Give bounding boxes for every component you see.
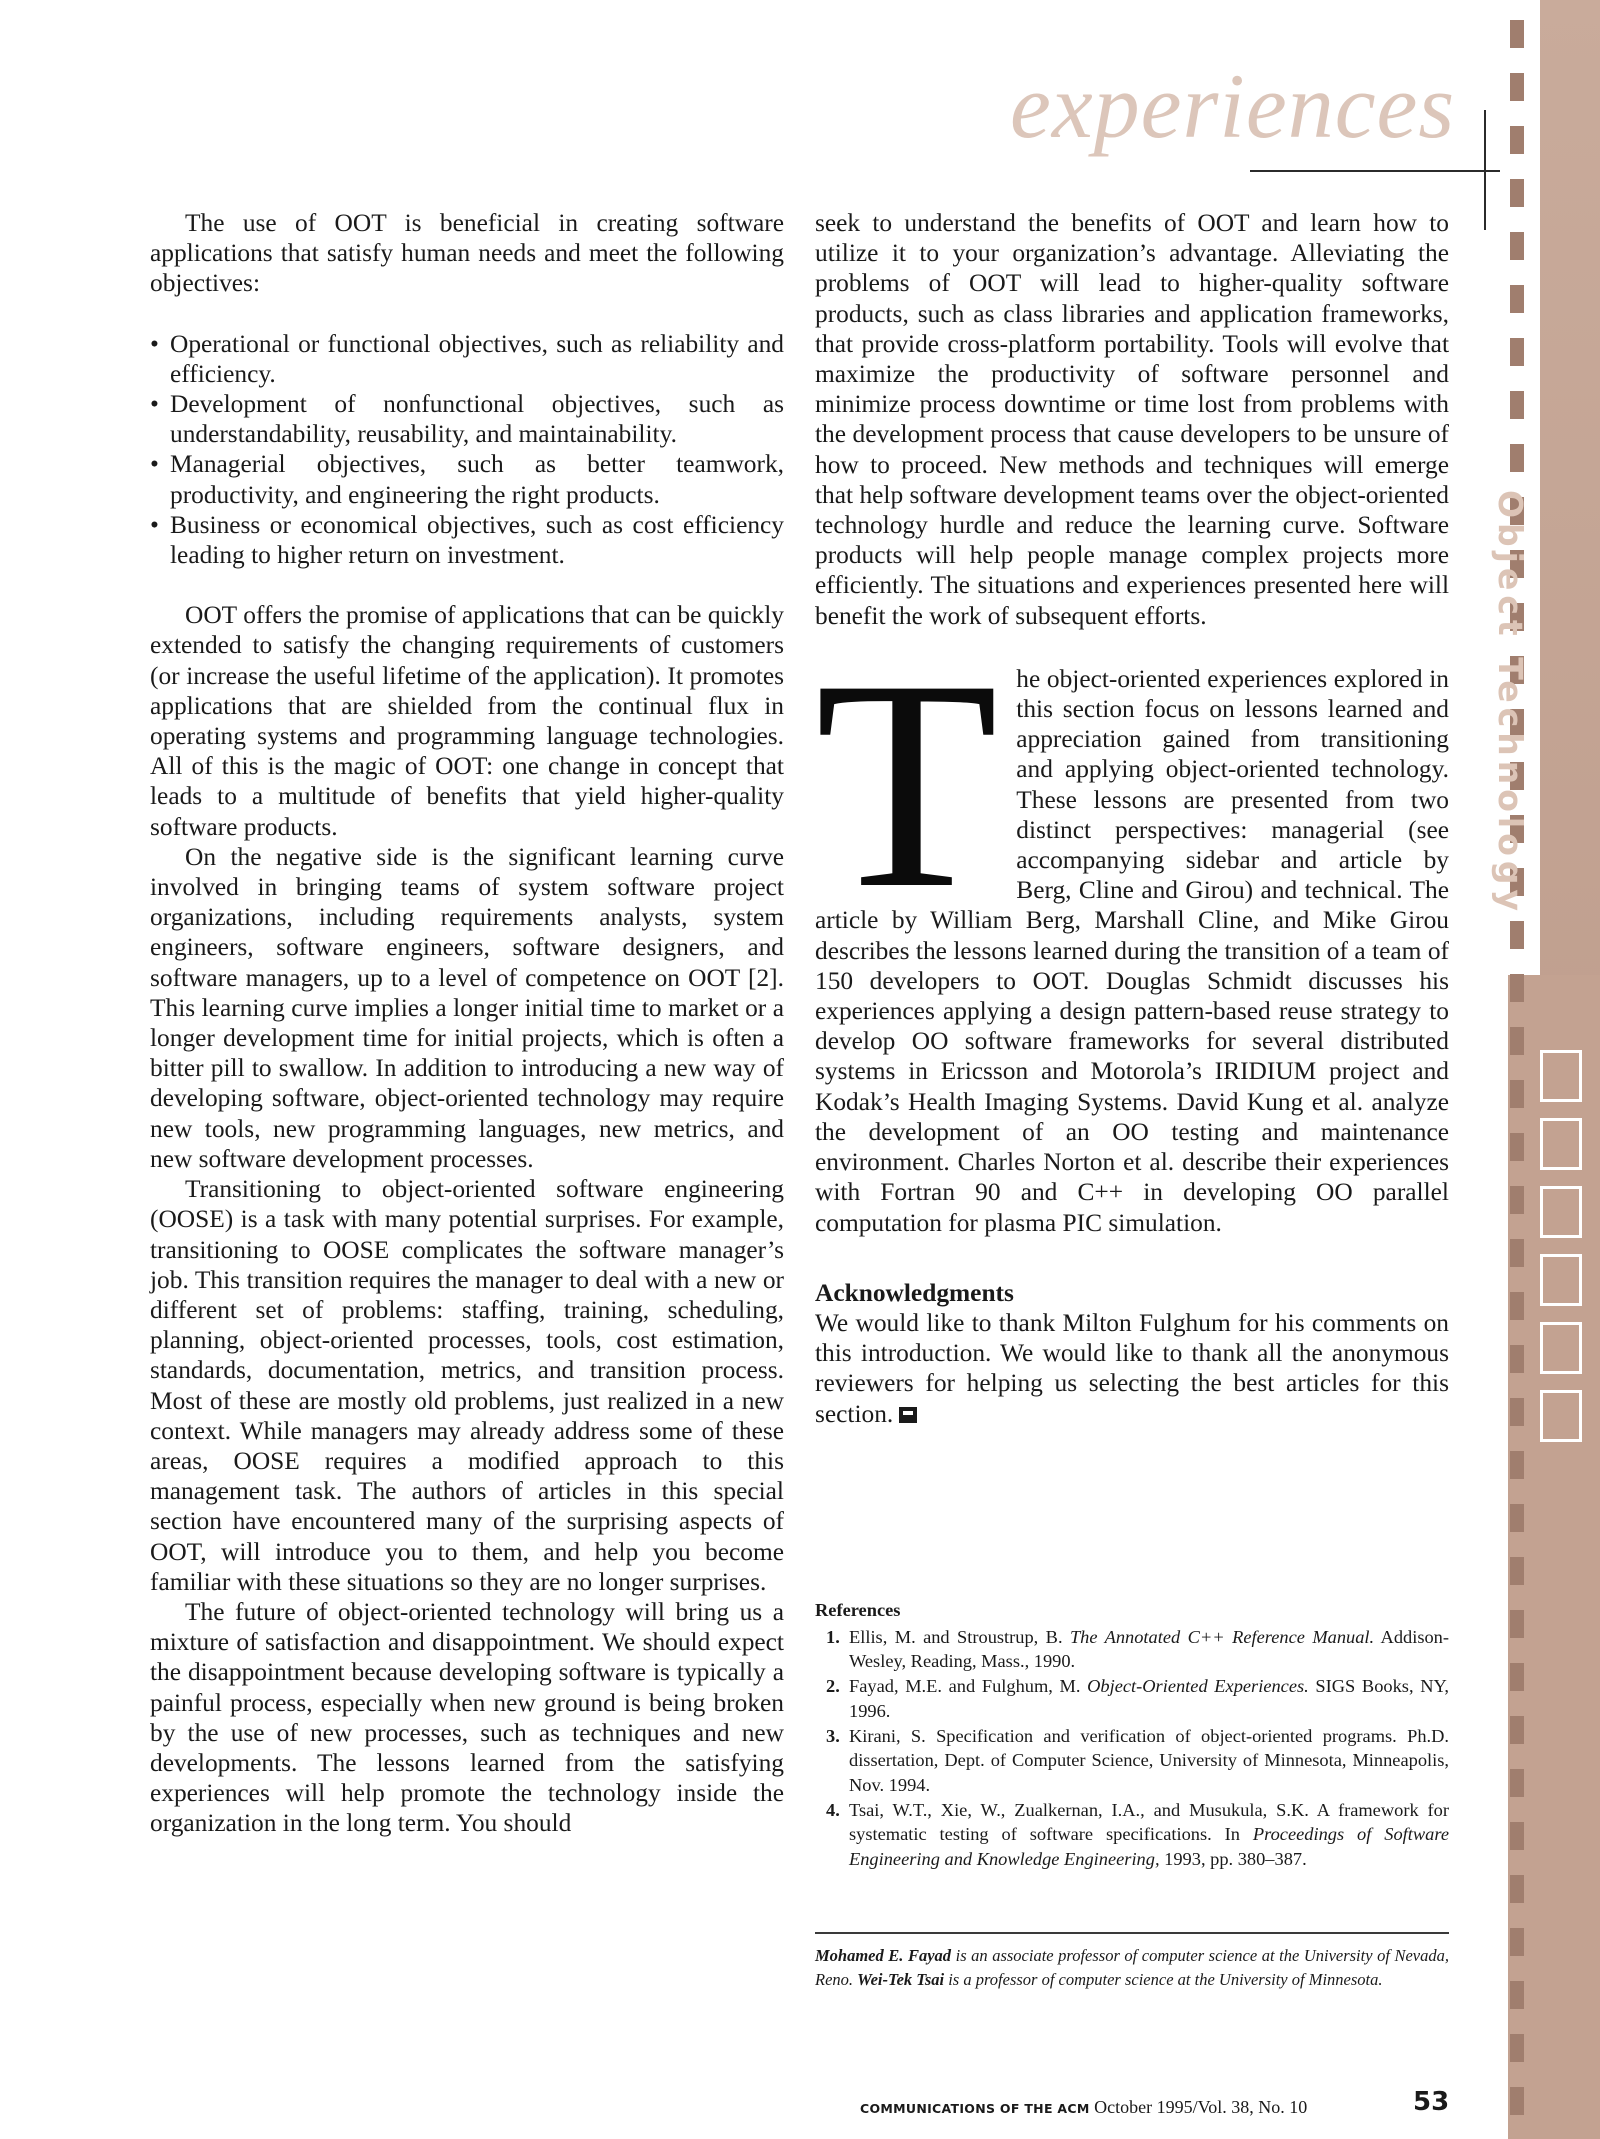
reference-item: 2. Fayad, M.E. and Fulghum, M. Object-Oriented Experiences. SIGS Books, NY, 1996. [826, 1676, 1449, 1721]
margin-tick [1510, 444, 1524, 472]
list-item: • Development of nonfunctional objectives, such as understandability, reusability, and maintainability. [150, 389, 784, 449]
author-name: Wei-Tek Tsai [857, 1969, 945, 1989]
body-paragraph: Transitioning to object-oriented software engineering (OOSE) is a task with many potential surprises. For example, transitioning to OOSE complicates the software manager’s job. This transition requires the manager to deal with a new or different set of problems: staffing, training, scheduling, planning, object-oriented processes, tools, cost estimation, standards, documentation, metrics, and transition process. Most of these are mostly old problems, just realized in a new context. While managers may already address some of these areas, OOSE requires a modified approach to this management task. The authors of articles in this special section have encountered many of the surprising aspects of OOT, will introduce you to them, and help you become familiar with these situations so they are no longer surprises. [150, 1175, 784, 1596]
margin-tick [1510, 1663, 1524, 1691]
reference-item: 1. Ellis, M. and Stroustrup, B. The Annotated C++ Reference Manual. Addison-Wesley, Reading, Mass., 1990. [826, 1626, 1449, 1672]
body-paragraph: The future of object-oriented technology will bring us a mixture of satisfaction and disappointment. We should expect the disappointment because developing software is typically a painful process, especially when new ground is being broken by the use of new processes, such as techniques and new developments. The lessons learned from the satisfying experiences will help promote the technology inside the organization in the long term. You should [150, 1597, 784, 1838]
margin-tick [1510, 285, 1524, 313]
body-paragraph: he object-oriented experiences explored in this section focus on lessons learned and appreciation gained from transitioning and applying object-oriented technology. These lessons are presented from two distinct perspectives: managerial (see accompanying sidebar and article by Berg, Cline and Girou) and technical. The article by William Berg, Marshall Cline, and Mike Girou describes the lessons learned during the transition of a team of 150 developers to OOT. Douglas Schmidt discusses his experiences applying a design pattern-based reuse strategy to develop OO software frameworks for several distributed systems in Ericsson and Motorola’s IRIDIUM project and Kodak’s Health Imaging Systems. David Kung et al. analyze the development of an OO testing and maintenance environment. Charles Norton et al. describe their experiences with Fortran 90 and C++ in developing OO parallel computation for plasma PIC simulation. [815, 664, 1449, 1237]
margin-tick [1510, 1981, 1524, 2009]
references-heading: References [815, 1600, 901, 1620]
acknowledgments-paragraph [815, 1308, 1449, 1429]
list-item: • Business or economical objectives, such as cost efficiency leading to higher return on investment. [150, 510, 784, 570]
margin-tick [1510, 1345, 1524, 1373]
references-list [815, 1625, 1449, 1872]
section-title: experiences [1010, 55, 1456, 157]
margin-tick [1510, 1928, 1524, 1956]
margin-tick [1510, 1027, 1524, 1055]
dropcap-letter: T [815, 617, 999, 950]
margin-tick [1510, 1080, 1524, 1108]
magazine-name: COMMUNICATIONS OF THE ACM [860, 2101, 1090, 2116]
section-sidebar-label: Object Technology [1491, 490, 1530, 917]
end-mark-icon [899, 1407, 917, 1423]
issue-info: October 1995/Vol. 38, No. 10 [1089, 2097, 1308, 2117]
reference-item: 4. Tsai, W.T., Xie, W., Zualkernan, I.A., and Musukula, S.K. A framework for systematic testing of software specifications. In Proceedings of Software Engineering and Knowledge Engineering, 1993, pp. 380–387. [826, 1799, 1449, 1870]
body-paragraph: On the negative side is the significant learning curve involved in bringing teams of system software project organizations, including requirements analysts, system engineers, software engineers, software designers, and software managers, up to a level of competence on OOT [2]. This learning curve implies a longer initial time to market or a longer development time for initial projects, which is often a bitter pill to swallow. In addition to introducing a new way of developing software, object-oriented technology may require new tools, new programming languages, new metrics, and new software development processes. [150, 842, 784, 1173]
margin-tick [1510, 73, 1524, 101]
title-rule-vertical [1484, 110, 1486, 230]
list-item: • Operational or functional objectives, such as reliability and efficiency. [150, 329, 784, 389]
objectives-list [150, 329, 784, 571]
title-rule [1250, 170, 1500, 172]
margin-tick [1510, 232, 1524, 260]
margin-tick [1510, 1822, 1524, 1850]
margin-tick [1510, 1292, 1524, 1320]
margin-tick [1510, 1133, 1524, 1161]
margin-tick [1510, 1186, 1524, 1214]
margin-box [1540, 1322, 1582, 1374]
author-bio: Mohamed E. Fayad is an associate professor of computer science at the University of Nevada, Reno. Wei-Tek Tsai is a professor of computer science at the University of Minnesota. [815, 1946, 1450, 1989]
margin-tick [1510, 1716, 1524, 1744]
acknowledgments-heading: Acknowledgments [815, 1278, 1014, 1307]
page-number: 53 [1413, 2087, 1450, 2117]
margin-tick [1510, 2034, 1524, 2062]
margin-box [1540, 1050, 1582, 1102]
right-column [815, 208, 1449, 1429]
margin-tick [1510, 1875, 1524, 1903]
left-column [150, 208, 784, 1839]
margin-tick [1510, 974, 1524, 1002]
author-name: Mohamed E. Fayad [815, 1946, 952, 1965]
margin-tick [1510, 20, 1524, 48]
body-paragraph: OOT offers the promise of applications that can be quickly extended to satisfy the changing requirements of customers (or increase the useful lifetime of the application). It promotes applications that are shielded from the continual flux in operating systems and programming language technologies. All of this is the magic of OOT: one change in concept that leads to a multitude of benefits that yield higher-quality software products. [150, 601, 784, 841]
margin-tick [1510, 1451, 1524, 1479]
bio-divider [815, 1932, 1449, 1934]
references [815, 1598, 1449, 1872]
margin-tick [1510, 126, 1524, 154]
dropcap-section [815, 617, 1449, 1238]
list-item: • Managerial objectives, such as better teamwork, productivity, and engineering the right products. [150, 449, 784, 509]
intro-paragraph: The use of OOT is beneficial in creating software applications that satisfy human needs and meet the following objectives: [150, 209, 784, 298]
margin-tick [1510, 1504, 1524, 1532]
margin-tick [1510, 179, 1524, 207]
margin-box [1540, 1118, 1582, 1170]
margin-tick [1510, 1769, 1524, 1797]
margin-tick [1510, 391, 1524, 419]
margin-tick [1510, 1239, 1524, 1267]
margin-box [1540, 1186, 1582, 1238]
reference-item: 3. Kirani, S. Specification and verification of object-oriented programs. Ph.D. dissertation, Dept. of Computer Science, University of Minnesota, Minneapolis, Nov. 1994. [826, 1725, 1449, 1795]
margin-tick [1510, 338, 1524, 366]
margin-box [1540, 1390, 1582, 1442]
margin-tick [1510, 1610, 1524, 1638]
margin-tick [1510, 2087, 1524, 2115]
margin-box [1540, 1254, 1582, 1306]
acknowledgments-text: We would like to thank Milton Fulghum for his comments on this introduction. We would like to thank all the anonymous reviewers for helping us selecting the best articles for this section. [815, 1308, 1449, 1428]
page-footer [860, 2087, 1460, 2118]
margin-tick [1510, 1398, 1524, 1426]
margin-tick [1510, 1557, 1524, 1585]
body-paragraph: seek to understand the benefits of OOT and learn how to utilize it to your organization’s advantage. Alleviating the problems of OOT will lead to higher-quality software products, such as class libraries and application frameworks, that provide cross-platform portability. Tools will evolve that maximize the productivity of software personnel and minimize process downtime or time lost from problems with the development process that cause developers to be unsure of how to proceed. New methods and techniques will emerge that help software development teams over the object-oriented technology hurdle and reduce the learning curve. Software products will help people manage complex projects more efficiently. The situations and experiences presented here will benefit the work of subsequent efforts. [815, 209, 1449, 630]
